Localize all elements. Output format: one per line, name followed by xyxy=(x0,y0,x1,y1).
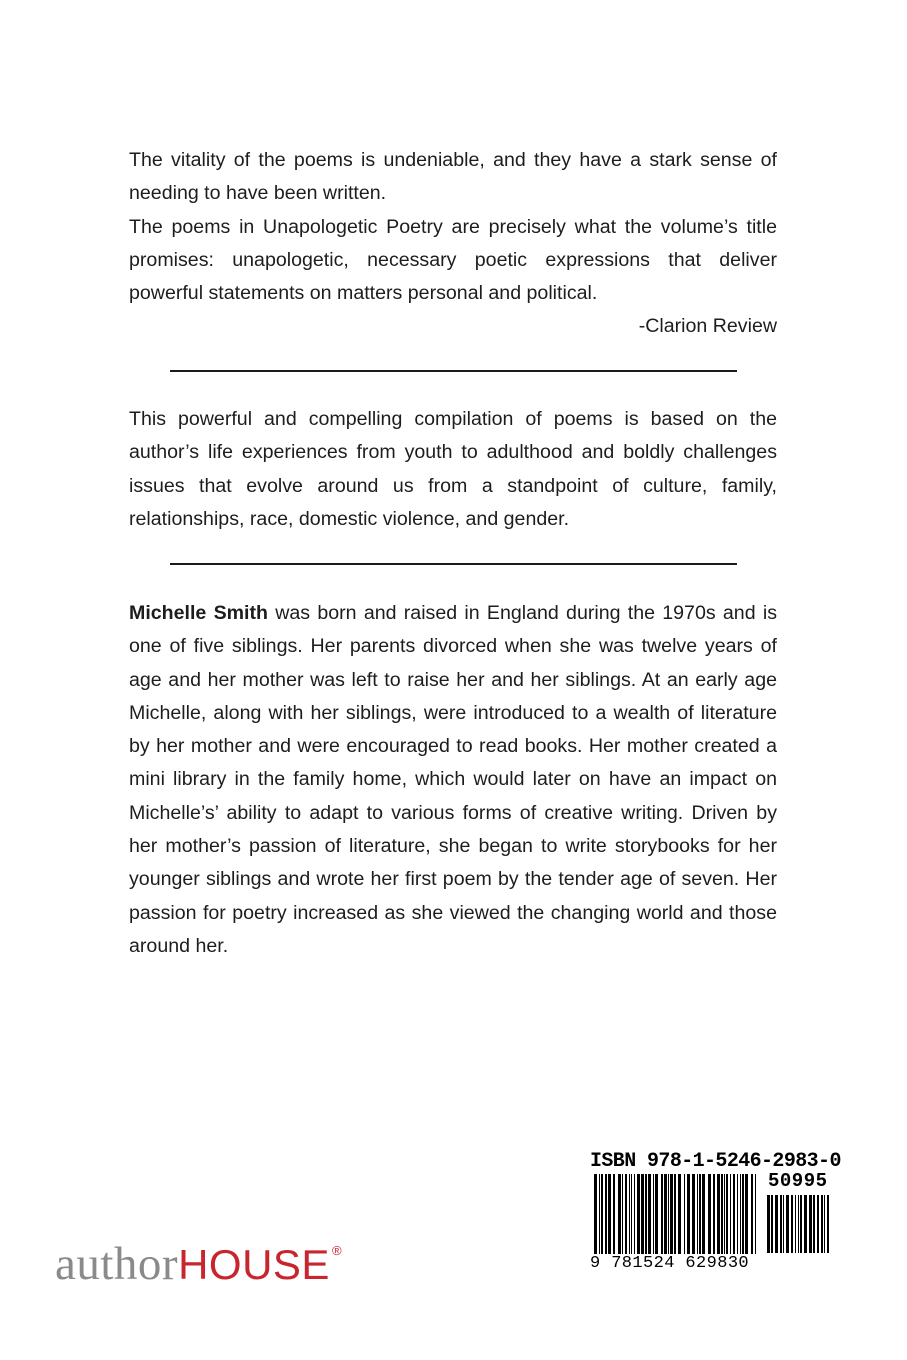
barcode-bar xyxy=(798,1195,799,1253)
barcode-bar xyxy=(664,1174,667,1254)
barcode-bar xyxy=(775,1195,778,1253)
barcode-bar xyxy=(733,1174,735,1254)
barcode-bar xyxy=(755,1174,756,1254)
barcode-bar xyxy=(599,1174,600,1254)
barcode-bar xyxy=(702,1174,705,1254)
barcode-bar xyxy=(641,1174,644,1254)
barcode-bar xyxy=(613,1174,615,1254)
barcode-bar xyxy=(687,1174,690,1254)
barcode-bar xyxy=(824,1195,825,1253)
barcode-bar xyxy=(724,1174,725,1254)
barcode-bar xyxy=(631,1174,632,1254)
bio-paragraph xyxy=(129,597,777,963)
barcode-bar xyxy=(721,1174,723,1254)
barcode-bar xyxy=(637,1174,640,1254)
review-quote xyxy=(129,144,777,344)
logo-house-text: HOUSE xyxy=(178,1241,330,1288)
divider-2 xyxy=(170,563,737,565)
description-text: This powerful and compelling compilation of poems is based on the author’s life experiences from youth to adulthood and boldly challenges issues that evolve around us from a standpoint of culture, family, relationships, race, domestic violence, and gender. xyxy=(129,408,777,530)
barcode-bar xyxy=(618,1174,621,1254)
barcode-bar xyxy=(629,1174,630,1254)
barcode-bar xyxy=(648,1174,651,1254)
barcode-bar xyxy=(670,1174,673,1254)
barcode-bar xyxy=(678,1174,681,1254)
barcode-bar xyxy=(771,1195,773,1253)
barcode-bar xyxy=(634,1174,635,1254)
barcode-bar xyxy=(767,1195,770,1253)
barcode-bar xyxy=(645,1174,647,1254)
barcode-bar xyxy=(809,1195,812,1253)
barcode-bar xyxy=(708,1174,711,1254)
isbn-label: ISBN 978-1-5246-2983-0 xyxy=(590,1150,841,1173)
barcode-bar xyxy=(594,1174,597,1254)
barcode-bar xyxy=(786,1195,789,1253)
price-code: 50995 xyxy=(768,1170,828,1192)
barcode-bar xyxy=(817,1195,819,1253)
barcode-bar xyxy=(751,1174,753,1254)
isbn-barcode xyxy=(590,1150,850,1280)
barcode-digits: 9 781524 629830 xyxy=(590,1254,750,1273)
barcode-bar xyxy=(780,1195,782,1253)
book-description xyxy=(129,403,777,536)
author-bio xyxy=(129,597,777,963)
barcode-bar xyxy=(717,1174,720,1254)
barcode-bar xyxy=(684,1174,685,1254)
registered-mark: ® xyxy=(331,1243,342,1258)
barcode-main-bars xyxy=(594,1174,758,1256)
barcode-bar xyxy=(608,1174,611,1254)
review-attribution: -Clarion Review xyxy=(638,315,777,338)
barcode-bar xyxy=(661,1174,663,1254)
barcode-bar xyxy=(699,1174,701,1254)
barcode-bar xyxy=(697,1174,698,1254)
barcode-bar xyxy=(821,1195,823,1253)
review-paragraph-1: The vitality of the poems is undeniable, and they have a stark sense of needing to have been written. xyxy=(129,149,777,205)
divider-1 xyxy=(170,370,737,372)
bio-text: was born and raised in England during the 1970s and is one of five siblings. Her parents divorced when she was twelve years of age and her mother was left to raise her and her siblings. At an early age Michelle, along with her siblings, were introduced to a wealth of literature by her mother and were encouraged to read books. Her mother created a mini library in the family home, which would later on have an impact on Michelle’s’ ability to adapt to various forms of creative writing. Driven by her mother’s passion of literature, she began to write storybooks for her younger siblings and wrote her first poem by the tender age of seven. Her passion for poetry increased as she viewed the changing world and those around her. xyxy=(129,602,777,957)
barcode-bar xyxy=(601,1174,603,1254)
author-name: Michelle Smith xyxy=(129,602,268,624)
barcode-addon-bars xyxy=(767,1195,837,1256)
barcode-bar xyxy=(745,1174,748,1254)
barcode-bar xyxy=(730,1174,731,1254)
barcode-bar xyxy=(713,1174,715,1254)
barcode-bar xyxy=(742,1174,744,1254)
barcode-bar xyxy=(737,1174,738,1254)
barcode-bar xyxy=(692,1174,695,1254)
barcode-bar xyxy=(653,1174,654,1254)
barcode-bar xyxy=(726,1174,728,1254)
barcode-bar xyxy=(804,1195,807,1253)
barcode-bar xyxy=(655,1174,658,1254)
review-paragraph-2: The poems in Unapologetic Poetry are precisely what the volume’s title promises: unapologetic, necessary poetic expressions that deliver powerful statements on matters personal and political. xyxy=(129,215,777,305)
barcode-bar xyxy=(625,1174,627,1254)
publisher-logo xyxy=(55,1222,342,1294)
barcode-bar xyxy=(827,1195,829,1253)
barcode-bar xyxy=(791,1195,793,1253)
barcode-bar xyxy=(800,1195,802,1253)
barcode-bar xyxy=(783,1195,784,1253)
barcode-bar xyxy=(622,1174,623,1254)
barcode-bar xyxy=(674,1174,676,1254)
barcode-bar xyxy=(813,1195,815,1253)
barcode-bar xyxy=(605,1174,607,1254)
logo-author-text: author xyxy=(55,1238,179,1290)
barcode-bar xyxy=(795,1195,796,1253)
barcode-bar xyxy=(668,1174,669,1254)
barcode-bar xyxy=(740,1174,741,1254)
